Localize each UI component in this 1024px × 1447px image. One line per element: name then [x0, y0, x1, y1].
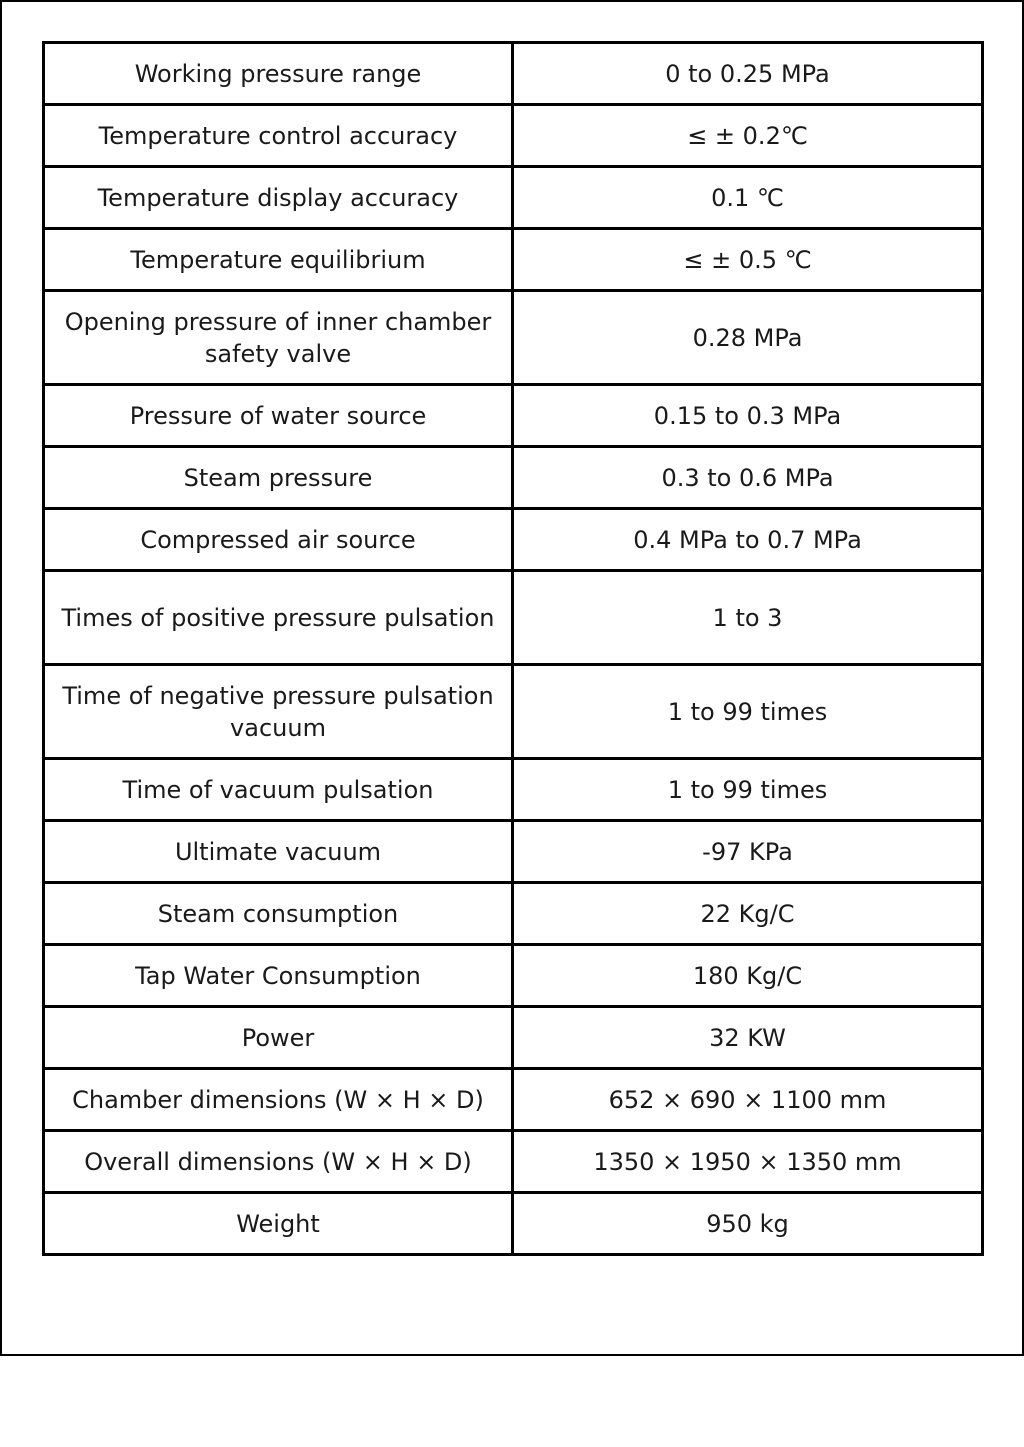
spec-label: Time of vacuum pulsation: [44, 759, 513, 821]
table-row: [44, 571, 983, 665]
table-row: [44, 509, 983, 571]
spec-label: Compressed air source: [44, 509, 513, 571]
spec-value: 32 KW: [513, 1007, 983, 1069]
table-row: [44, 291, 983, 385]
spec-value: -97 KPa: [513, 821, 983, 883]
spec-value: 0.4 MPa to 0.7 MPa: [513, 509, 983, 571]
spec-value: 1 to 3: [513, 571, 983, 665]
spec-label: Ultimate vacuum: [44, 821, 513, 883]
table-row: [44, 665, 983, 759]
table-row: [44, 447, 983, 509]
spec-label: Tap Water Consumption: [44, 945, 513, 1007]
table-row: [44, 883, 983, 945]
spec-label: Time of negative pressure pulsation vacuum: [44, 665, 513, 759]
table-row: [44, 945, 983, 1007]
spec-value: 0.1 ℃: [513, 167, 983, 229]
spec-value: ≤ ± 0.2℃: [513, 105, 983, 167]
spec-table: [42, 41, 984, 1256]
spec-value: 1350 × 1950 × 1350 mm: [513, 1131, 983, 1193]
table-row: [44, 759, 983, 821]
spec-value: 0.28 MPa: [513, 291, 983, 385]
spec-label: Times of positive pressure pulsation: [44, 571, 513, 665]
spec-label: Temperature display accuracy: [44, 167, 513, 229]
spec-value: 0.3 to 0.6 MPa: [513, 447, 983, 509]
table-row: [44, 1069, 983, 1131]
spec-label: Temperature equilibrium: [44, 229, 513, 291]
spec-label: Chamber dimensions (W × H × D): [44, 1069, 513, 1131]
spec-value: 180 Kg/C: [513, 945, 983, 1007]
spec-value: 652 × 690 × 1100 mm: [513, 1069, 983, 1131]
spec-value: ≤ ± 0.5 ℃: [513, 229, 983, 291]
table-row: [44, 821, 983, 883]
spec-value: 1 to 99 times: [513, 759, 983, 821]
spec-label: Working pressure range: [44, 43, 513, 105]
spec-value: 0.15 to 0.3 MPa: [513, 385, 983, 447]
spec-value: 0 to 0.25 MPa: [513, 43, 983, 105]
spec-value: 22 Kg/C: [513, 883, 983, 945]
table-row: [44, 167, 983, 229]
spec-label: Opening pressure of inner chamber safety valve: [44, 291, 513, 385]
spec-label: Power: [44, 1007, 513, 1069]
spec-label: Overall dimensions (W × H × D): [44, 1131, 513, 1193]
table-row: [44, 43, 983, 105]
table-row: [44, 229, 983, 291]
table-row: [44, 1131, 983, 1193]
spec-label: Pressure of water source: [44, 385, 513, 447]
spec-label: Steam consumption: [44, 883, 513, 945]
table-row: [44, 385, 983, 447]
spec-label: Weight: [44, 1193, 513, 1255]
table-row: [44, 1007, 983, 1069]
spec-value: 1 to 99 times: [513, 665, 983, 759]
table-row: [44, 1193, 983, 1255]
spec-label: Steam pressure: [44, 447, 513, 509]
table-row: [44, 105, 983, 167]
spec-label: Temperature control accuracy: [44, 105, 513, 167]
spec-value: 950 kg: [513, 1193, 983, 1255]
